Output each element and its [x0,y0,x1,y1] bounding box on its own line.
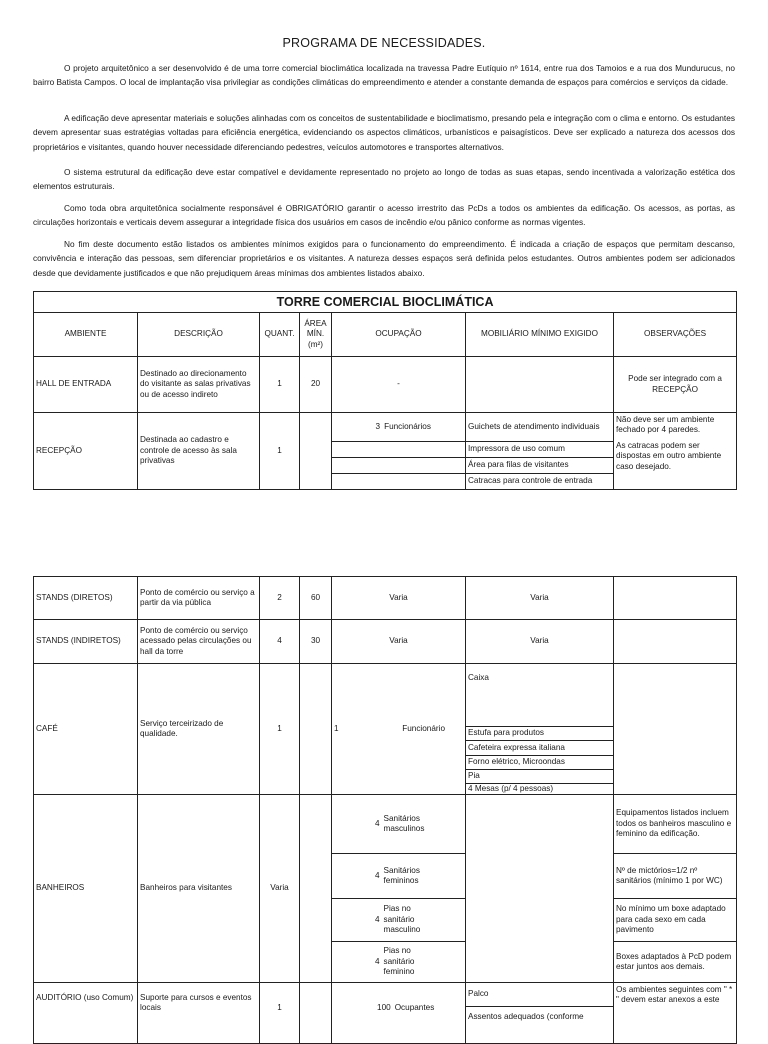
cell-area [300,983,332,1044]
occupancy-label: Sanitários femininos [383,865,420,885]
furniture-item: Assentos adequados (conforme [466,1006,613,1043]
cell-area: 20 [300,357,332,413]
cell-quant: 1 [260,983,300,1044]
furniture-item: 4 Mesas (p/ 4 pessoas) [466,783,613,794]
furniture-item: Cafeteira expressa italiana [466,740,613,755]
occupancy-label: Ocupantes [394,1003,435,1012]
table-row-stands-indiretos [34,620,737,664]
cell-descricao: Ponto de comércio ou serviço a partir da via pública [138,577,260,620]
cell-descricao: Banheiros para visitantes [138,795,260,983]
header-quant: QUANT. [260,313,300,357]
cell-ocupacao: Varia [332,620,466,664]
page-title: PROGRAMA DE NECESSIDADES. [282,36,486,50]
cell-mobiliario [466,664,614,795]
cell-ambiente: STANDS (INDIRETOS) [34,620,138,664]
observation-text: No mínimo um boxe adaptado para cada sexo em cada pavimento [614,898,736,941]
table-row-banheiros [34,795,737,983]
requirements-table-part1 [33,291,737,490]
furniture-item: Estufa para produtos [466,726,613,740]
occupancy-label: Pias no sanitário feminino [383,946,415,977]
paragraph-text: A edificação deve apresentar materiais e soluções alinhadas com os conceitos de sustentabilidade e bioclimatismo, presando pela e integração com o clima e entorno. Os estudantes devem apresentar suas estratégias voltadas para eficiência energética, evidenciando os aspectos climáticos, urbanísticos e paisagísticos. Deve ser explicado a natureza dos acessos dos proprietários e visitantes, quando houver necessidade diferenciando pedestres, veículos automotores e transportes alternativos. [33,113,735,152]
cell-area: 30 [300,620,332,664]
cell-quant: 2 [260,577,300,620]
structure-paragraph [33,165,735,194]
cell-descricao: Suporte para cursos e eventos locais [138,983,260,1044]
cell-observacoes [614,664,737,795]
occupancy-count: 4 [374,870,380,880]
table-row-stands-diretos [34,577,737,620]
table-row-hall [34,357,737,413]
header-ocupacao: OCUPAÇÃO [332,313,466,357]
cell-observacoes: Pode ser integrado com a RECEPÇÃO [614,357,737,413]
table-row-recepcao [34,413,737,490]
cell-mobiliario [466,795,614,983]
observation-text: As catracas podem ser dispostas em outro ambiente caso desejado. [616,440,722,471]
cell-ambiente: RECEPÇÃO [34,413,138,490]
cell-observacoes [614,620,737,664]
cell-ocupacao [332,664,466,795]
occupancy-count: 3 [375,421,381,431]
furniture-item: Caixa [468,673,489,682]
observation-text: Equipamentos listados incluem todos os banheiros masculino e feminino da edificação. [616,808,732,839]
header-ambiente: AMBIENTE [34,313,138,357]
occupancy-count: 4 [374,956,380,966]
furniture-item: Forno elétrico, Microondas [466,755,613,769]
furniture-item: Guichets de atendimento individuais [468,421,600,431]
cell-mobiliario [466,357,614,413]
cell-ocupacao: - [332,357,466,413]
table-row-auditorio [34,983,737,1044]
cell-quant: 1 [260,664,300,795]
header-observacoes: OBSERVAÇÕES [614,313,737,357]
cell-mobiliario: Varia [466,577,614,620]
cell-observacoes [614,795,737,983]
cell-area [300,664,332,795]
cell-descricao: Ponto de comércio ou serviço acessado pelas circulações ou hall da torre [138,620,260,664]
table-title: TORRE COMERCIAL BIOCLIMÁTICA [34,292,737,313]
occupancy-label: Pias no sanitário masculino [383,904,421,935]
occupancy-count: 4 [374,914,380,924]
cell-ambiente: HALL DE ENTRADA [34,357,138,413]
cell-ocupacao [332,983,466,1044]
cell-ocupacao [332,795,466,983]
table-row-cafe [34,664,737,795]
header-descricao: DESCRIÇÃO [138,313,260,357]
paragraph-text: No fim deste documento estão listados os ambientes mínimos exigidos para o funcionamento do empreendimento. É indicada a criação de espaços que permitam descanso, convivência e interação das pessoas, sem diferenciar proprietários e os visitantes. A natureza desses espaços será definida pelos estudantes. Outros ambientes podem ser adicionados desde que devidamente justificados e que não prejudiquem áreas mínimas dos ambientes listados abaixo. [33,239,735,278]
cell-observacoes [614,577,737,620]
cell-quant: 4 [260,620,300,664]
observation-text: Nº de mictórios=1/2 nº sanitários (mínimo 1 por WC) [614,853,736,898]
cell-ambiente: AUDITÓRIO (uso Comum) [34,983,138,1044]
cell-ocupacao [332,413,466,490]
occupancy-label: Funcionários [384,421,431,431]
accessibility-paragraph [33,201,735,230]
cell-descricao: Destinada ao cadastro e controle de acesso às sala privativas [138,413,260,490]
cell-mobiliario: Varia [466,620,614,664]
cell-observacoes: Os ambientes seguintes com " * " devem estar anexos a este [614,983,737,1044]
paragraph-text: Como toda obra arquitetônica socialmente responsável é OBRIGATÓRIO garantir o acesso irrestrito das PcDs a todos os ambientes da edificação. Os acessos, as portas, as circulações horizontais e verticais devem assegurar a integridade física dos usuários em casos de incêndio e/ou pânico conforme as normas vigentes. [33,203,735,228]
cell-quant: Varia [260,795,300,983]
header-mobiliario: MOBILIÁRIO MÍNIMO EXIGIDO [466,313,614,357]
cell-ambiente: STANDS (DIRETOS) [34,577,138,620]
materials-paragraph [33,111,735,154]
requirements-table-part2 [33,576,737,1044]
furniture-item: Pia [466,769,613,783]
cell-ambiente: CAFÉ [34,664,138,795]
cell-area [300,795,332,983]
cell-descricao: Serviço terceirizado de qualidade. [138,664,260,795]
intro-paragraph [33,61,735,90]
occupancy-label: Funcionário [402,723,445,733]
observation-text: Não deve ser um ambiente fechado por 4 paredes. [616,415,715,435]
occupancy-count: 4 [374,818,380,828]
cell-quant: 1 [260,357,300,413]
paragraph-text: O sistema estrutural da edificação deve estar compatível e devidamente representado no projeto ao longo de todas as suas etapas, sendo incentivada a valorização estética dos elementos estruturais. [33,167,735,192]
spaces-paragraph [33,237,735,280]
furniture-item: Palco [468,989,489,999]
cell-mobiliario [466,983,614,1044]
cell-quant: 1 [260,413,300,490]
furniture-item: Área para filas de visitantes [466,457,613,473]
cell-ocupacao: Varia [332,577,466,620]
occupancy-label: Sanitários masculinos [383,813,425,833]
furniture-item: Impressora de uso comum [466,441,613,457]
cell-mobiliario [466,413,614,490]
observation-text: Boxes adaptados à PcD podem estar juntos aos demais. [614,941,736,982]
cell-area [300,413,332,490]
occupancy-count: 1 [334,723,339,733]
cell-observacoes [614,413,737,490]
cell-area: 60 [300,577,332,620]
header-area: ÁREA MÍN. (m²) [300,313,332,357]
occupancy-count: 100 [377,1003,391,1012]
cell-descricao: Destinado ao direcionamento do visitante as salas privativas ou de acesso indireto [138,357,260,413]
cell-ambiente: BANHEIROS [34,795,138,983]
furniture-item: Catracas para controle de entrada [466,473,613,489]
paragraph-text: O projeto arquitetônico a ser desenvolvido é de uma torre comercial bioclimática localizada na travessa Padre Eutíquio nº 1614, entre rua dos Tamoios e a rua dos Mundurucus, no bairro Batista Campos. O local de implantação visa privilegiar as condições climáticas do empreendimento e atender a constante demanda de espaços para comércios e serviços da cidade. [33,63,735,88]
